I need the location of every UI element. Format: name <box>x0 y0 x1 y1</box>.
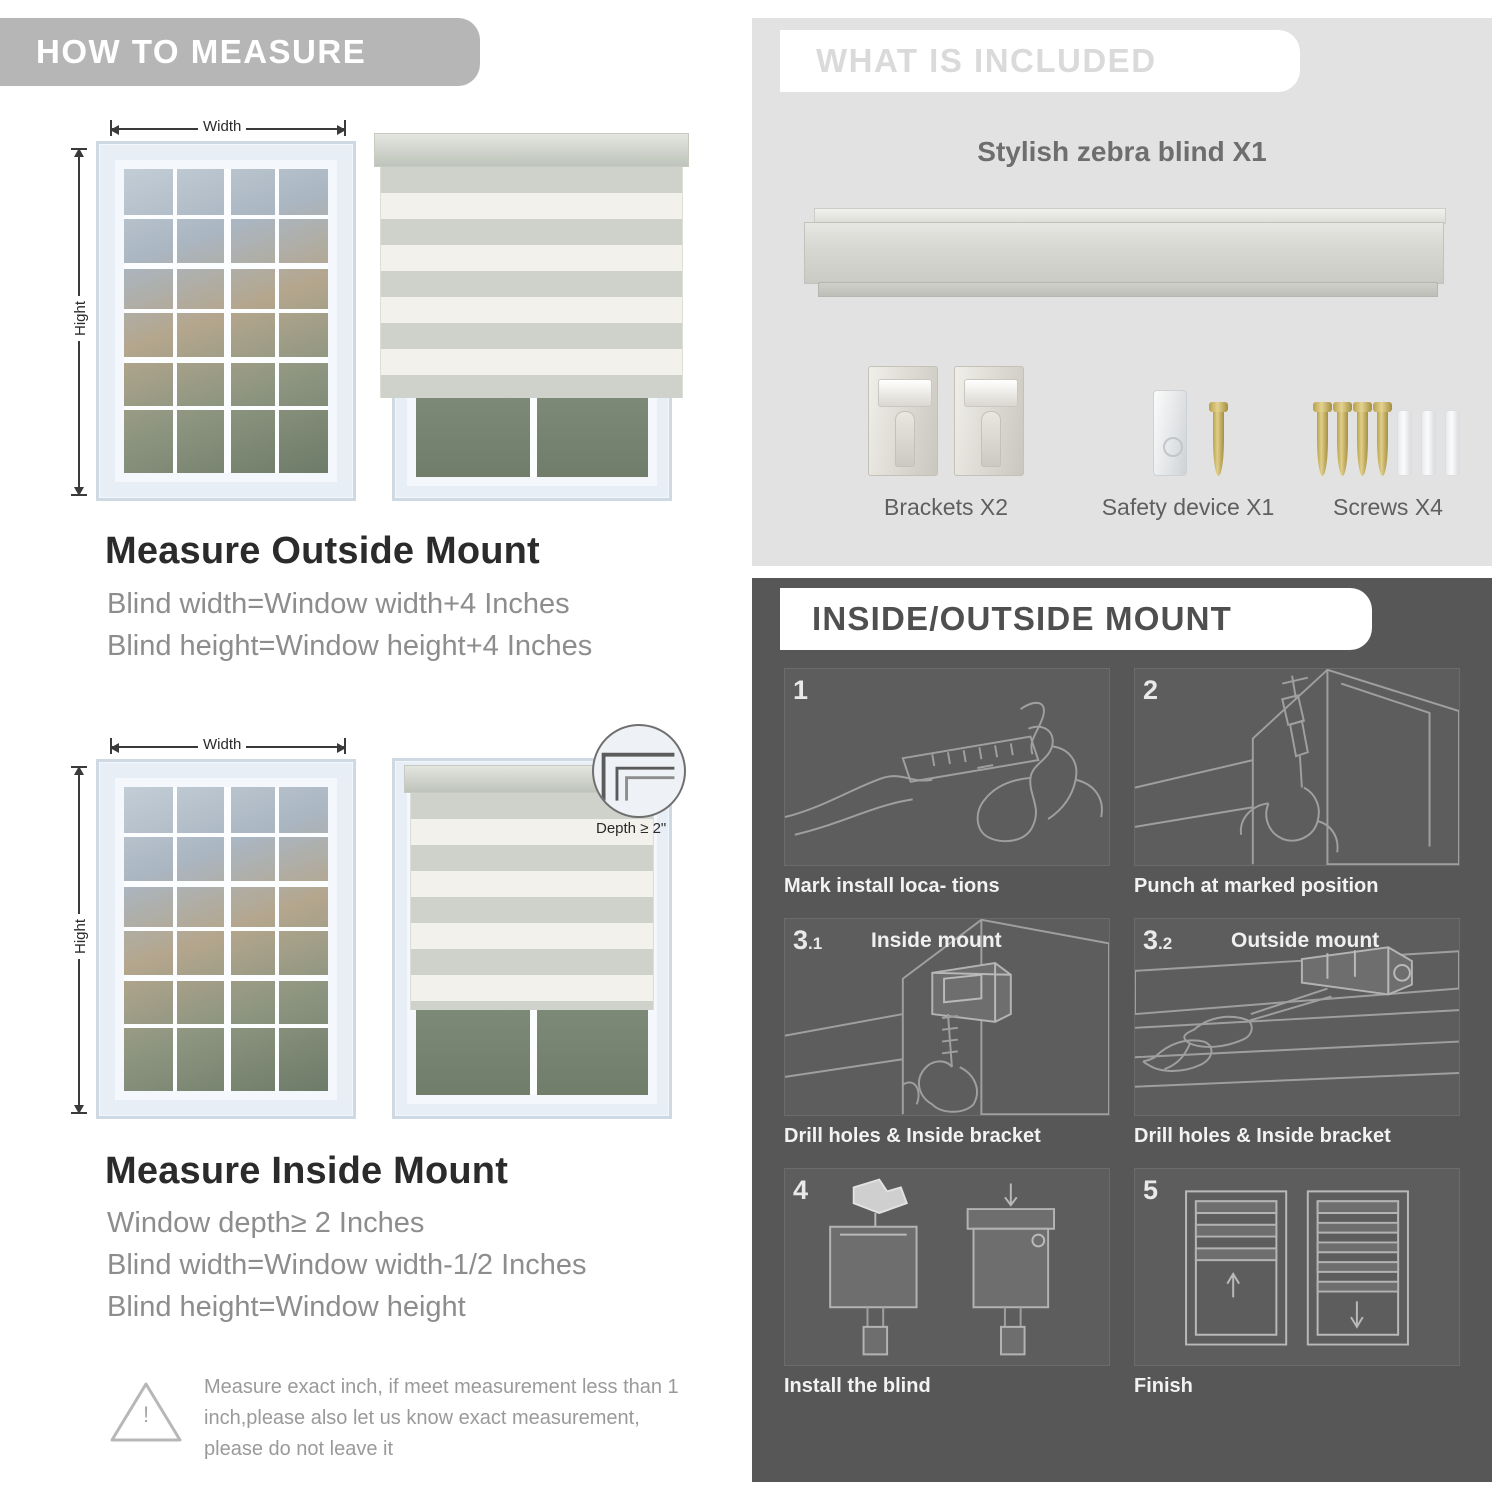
inside-window-mullion-h1 <box>124 881 328 887</box>
outside-width-tick-right <box>344 120 346 136</box>
window-glass-frame <box>115 160 337 482</box>
step-3-1-subtitle: Inside mount <box>871 929 1002 952</box>
zebra-blind-outside <box>374 133 689 398</box>
part-safety-device <box>1052 358 1324 521</box>
step-3-2-caption: Drill holes & Inside bracket <box>1134 1125 1391 1147</box>
depth-detail-drawing <box>594 726 684 816</box>
product-title: Stylish zebra blind X1 <box>977 136 1267 167</box>
wall-anchor-icon-1 <box>1397 410 1412 476</box>
outside-mount-line2: Blind height=Window height+4 Inches <box>107 630 593 662</box>
screw-icon-2 <box>1337 402 1348 476</box>
what-is-included-panel <box>752 18 1492 566</box>
wall-anchor-icon-3 <box>1445 410 1460 476</box>
how-to-measure-column <box>0 0 745 1500</box>
brackets-label: Brackets X2 <box>884 494 1008 520</box>
step-5 <box>1134 1168 1460 1398</box>
inside-outside-mount-panel <box>752 578 1492 1482</box>
step-2 <box>1134 668 1460 898</box>
headrail-front-face <box>804 222 1444 284</box>
outside-height-label: Hight <box>72 296 89 341</box>
depth-note-label: Depth ≥ 2" <box>596 820 667 837</box>
depth-detail-circle <box>592 724 686 818</box>
what-is-included-banner: WHAT IS INCLUDED <box>780 30 1300 92</box>
step-1-caption: Mark install loca- tions <box>784 875 1000 897</box>
safety-screw-icon <box>1213 402 1224 476</box>
safety-device-icon <box>1153 390 1187 476</box>
screw-icon-1 <box>1317 402 1328 476</box>
step-5-caption: Finish <box>1134 1375 1193 1397</box>
inside-window-glass-frame <box>115 778 337 1100</box>
inside-outside-mount-banner: INSIDE/OUTSIDE MOUNT <box>780 588 1372 650</box>
step-1 <box>784 668 1110 898</box>
step-3-2 <box>1134 918 1460 1148</box>
warning-triangle-icon <box>108 1378 184 1446</box>
step-4-drawing <box>785 1169 1109 1365</box>
step-3-2-image <box>1134 918 1460 1116</box>
blind-headrail <box>374 133 689 167</box>
inside-height-tick-bottom <box>71 1112 87 1114</box>
step-2-drawing <box>1135 669 1459 865</box>
warning-text: Measure exact inch, if meet measurement less than 1 inch,please also let us know exact measurement, please do not leave it <box>204 1376 679 1460</box>
step-3-2-number: 3.2 <box>1143 925 1173 955</box>
window-mullion-h2 <box>124 357 328 363</box>
inside-height-tick-top <box>71 766 87 768</box>
step-5-drawing <box>1135 1169 1459 1365</box>
blind-headrail-product-image <box>804 208 1444 318</box>
outside-mount-line1: Blind width=Window width+4 Inches <box>107 588 570 620</box>
inside-window-muntin-4 <box>124 927 328 931</box>
blind-zebra-fabric <box>380 167 683 398</box>
step-3-1 <box>784 918 1110 1148</box>
step-1-image <box>784 668 1110 866</box>
inside-width-label: Width <box>198 736 246 753</box>
safety-device-label: Safety device X1 <box>1101 494 1275 520</box>
outside-width-tick-left <box>110 120 112 136</box>
window-muntin-4 <box>124 309 328 313</box>
outside-width-label: Width <box>198 118 246 135</box>
measure-warning <box>108 1372 708 1482</box>
part-brackets <box>796 358 1096 521</box>
outside-mount-title: Measure Outside Mount <box>105 530 540 572</box>
inside-window-mullion-h2 <box>124 975 328 981</box>
inside-width-tick-right <box>344 738 346 754</box>
bracket-icon-2 <box>954 366 1024 476</box>
window-mullion-h1 <box>124 263 328 269</box>
inside-mount-title: Measure Inside Mount <box>105 1150 509 1192</box>
window-muntin-5 <box>124 406 328 410</box>
step-2-number: 2 <box>1143 675 1159 705</box>
step-5-number: 5 <box>1143 1175 1159 1205</box>
inside-mount-line1: Window depth≥ 2 Inches <box>107 1207 425 1239</box>
installation-steps <box>784 668 1460 1398</box>
window-outer-frame <box>96 141 356 501</box>
step-4-image <box>784 1168 1110 1366</box>
wall-anchor-icon-2 <box>1421 410 1436 476</box>
step-3-1-image <box>784 918 1110 1116</box>
step-5-image <box>1134 1168 1460 1366</box>
inside-window-outer-frame <box>96 759 356 1119</box>
step-4-caption: Install the blind <box>784 1375 931 1397</box>
step-3-1-caption: Drill holes & Inside bracket <box>784 1125 1041 1147</box>
part-screws <box>1290 358 1486 521</box>
inside-width-tick-left <box>110 738 112 754</box>
step-3-1-number: 3.1 <box>793 925 823 955</box>
bracket-icon-1 <box>868 366 938 476</box>
headrail-bottom-lip <box>818 282 1438 297</box>
inside-window-muntin-5 <box>124 1024 328 1028</box>
step-1-number: 1 <box>793 675 809 705</box>
how-to-measure-banner: HOW TO MEASURE <box>0 18 480 86</box>
outside-height-tick-bottom <box>71 494 87 496</box>
screw-icon-3 <box>1357 402 1368 476</box>
step-3-2-subtitle: Outside mount <box>1231 929 1380 952</box>
step-2-caption: Punch at marked position <box>1134 875 1379 897</box>
warning-exclamation: ! <box>142 1402 150 1427</box>
step-4 <box>784 1168 1110 1398</box>
window-muntin-3 <box>124 215 328 219</box>
outside-height-tick-top <box>71 148 87 150</box>
step-4-number: 4 <box>793 1175 809 1205</box>
inside-window-muntin-3 <box>124 833 328 837</box>
inside-height-label: Hight <box>72 914 89 959</box>
screws-label: Screws X4 <box>1333 494 1443 520</box>
step-1-drawing <box>785 669 1109 865</box>
step-2-image <box>1134 668 1460 866</box>
inside-mount-line3: Blind height=Window height <box>107 1291 466 1323</box>
inside-mount-line2: Blind width=Window width-1/2 Inches <box>107 1249 587 1281</box>
screw-icon-4 <box>1377 402 1388 476</box>
